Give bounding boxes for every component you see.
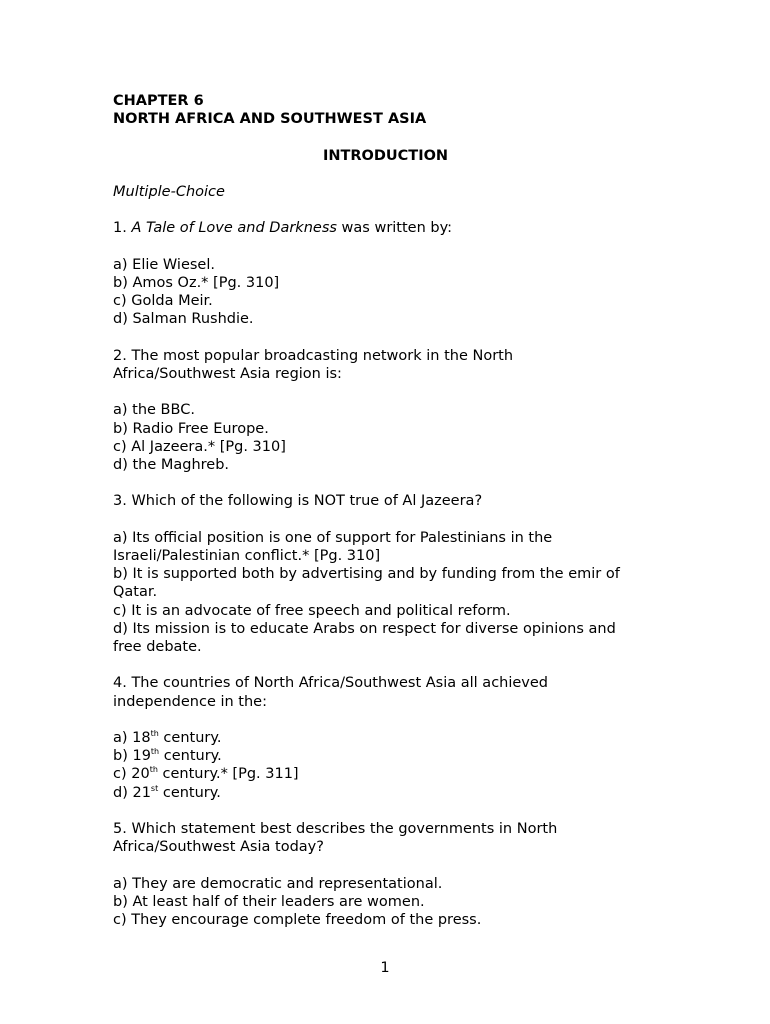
answer-option: c) Golda Meir. xyxy=(113,293,213,310)
question-3 xyxy=(113,492,653,656)
chapter-heading: CHAPTER 6 xyxy=(113,93,204,109)
answer-option: b) Radio Free Europe. xyxy=(113,420,269,437)
question-4-stem-line2: independence in the: xyxy=(113,693,267,710)
document-page xyxy=(113,92,653,929)
answer-option: b) At least half of their leaders are women. xyxy=(113,893,425,910)
answer-option: d) Its mission is to educate Arabs on respect for diverse opinions and xyxy=(113,620,616,637)
question-2-stem-line2: Africa/Southwest Asia region is: xyxy=(113,365,342,382)
answer-option: a) 18th century. xyxy=(113,728,222,746)
answer-option: c) Al Jazeera.* [Pg. 310] xyxy=(113,438,286,455)
answer-option-continued: Qatar. xyxy=(113,584,158,601)
answer-option: c) They encourage complete freedom of the press. xyxy=(113,911,482,928)
answer-option: a) Elie Wiesel. xyxy=(113,256,215,273)
question-5-stem-line1: 5. Which statement best describes the governments in North xyxy=(113,820,558,837)
question-2 xyxy=(113,347,653,474)
answer-option: b) It is supported both by advertising and by funding from the emir of xyxy=(113,566,620,583)
answer-option: b) 19th century. xyxy=(113,747,222,765)
question-1-stem: 1. A Tale of Love and Darkness was written by: xyxy=(113,220,453,237)
answer-option: d) Salman Rushdie. xyxy=(113,311,254,328)
answer-option: d) the Maghreb. xyxy=(113,456,230,473)
answer-option: c) It is an advocate of free speech and political reform. xyxy=(113,602,511,619)
page-number: 1 xyxy=(380,960,390,976)
question-4-stem-line1: 4. The countries of North Africa/Southwest Asia all achieved xyxy=(113,675,549,692)
question-3-stem: 3. Which of the following is NOT true of Al Jazeera? xyxy=(113,493,483,510)
answer-option: a) Its official position is one of support for Palestinians in the xyxy=(113,529,553,546)
question-5 xyxy=(113,820,653,929)
answer-option-continued: free debate. xyxy=(113,638,202,655)
answer-option: b) Amos Oz.* [Pg. 310] xyxy=(113,274,280,291)
question-1 xyxy=(113,219,653,328)
region-heading: NORTH AFRICA AND SOUTHWEST ASIA xyxy=(113,111,427,128)
question-5-stem-line2: Africa/Southwest Asia today? xyxy=(113,839,324,856)
answer-option: d) 21st century. xyxy=(113,783,221,801)
section-heading: INTRODUCTION xyxy=(322,147,449,164)
answer-option: a) the BBC. xyxy=(113,402,195,419)
subsection-heading: Multiple-Choice xyxy=(113,183,225,200)
question-2-stem-line1: 2. The most popular broadcasting network in the North xyxy=(113,347,514,364)
answer-option-continued: Israeli/Palestinian conflict.* [Pg. 310] xyxy=(113,547,381,564)
answer-option: a) They are democratic and representational. xyxy=(113,875,443,892)
question-4 xyxy=(113,674,653,801)
answer-option: c) 20th century.* [Pg. 311] xyxy=(113,765,299,783)
